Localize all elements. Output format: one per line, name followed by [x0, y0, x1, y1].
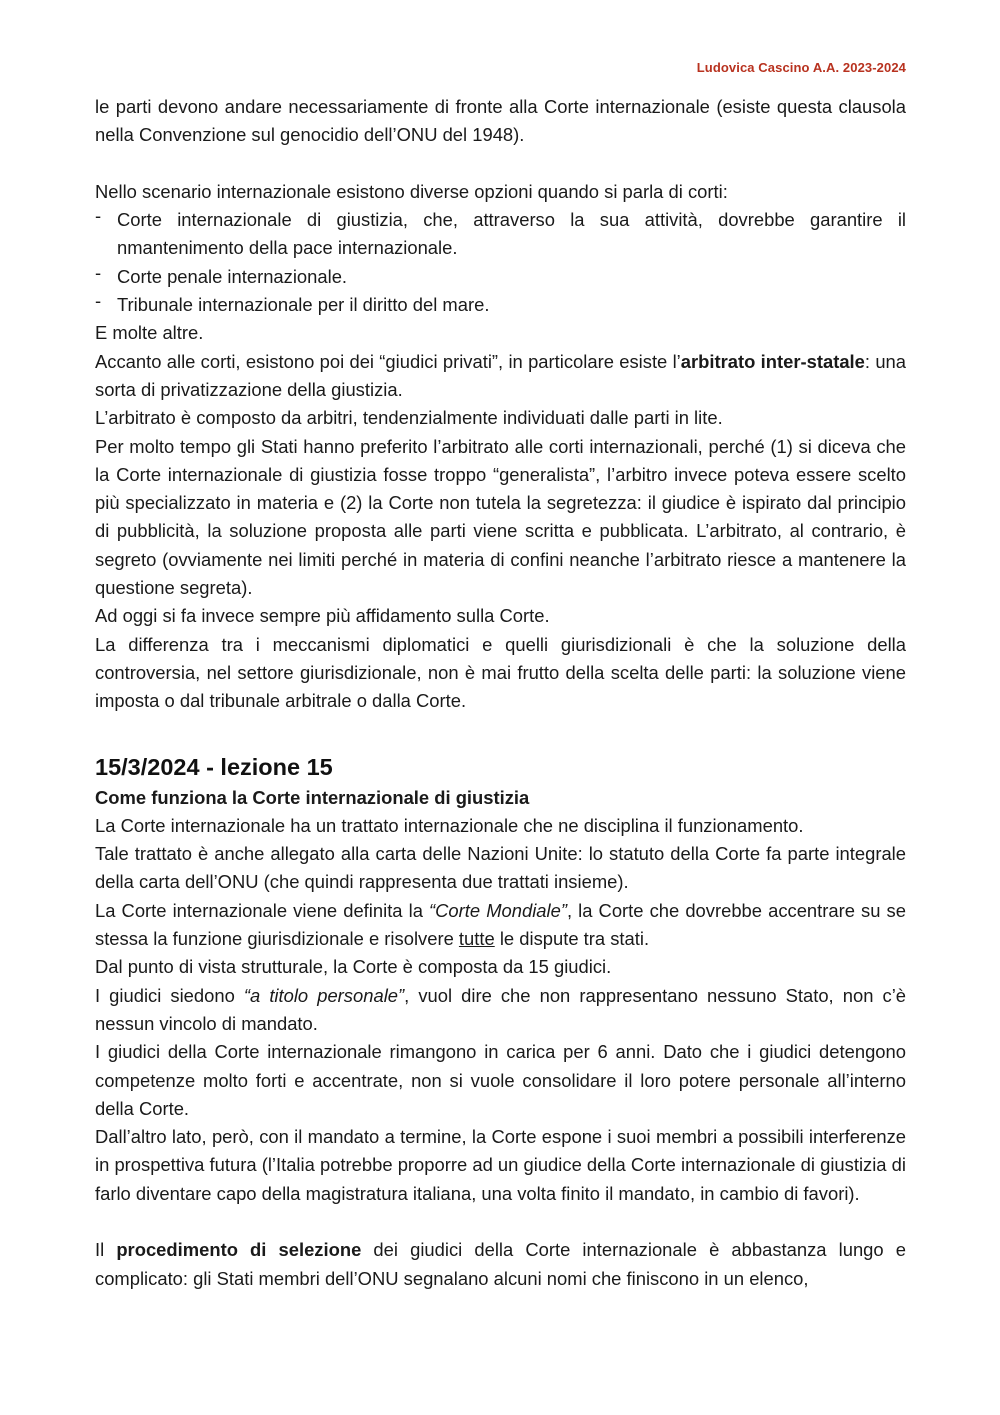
paragraph: Dall’altro lato, però, con il mandato a termine, la Corte espone i suoi membri a possibili interferenze in prospettiva futura (l’Italia potrebbe proporre ad un giudice della Corte internazionale di giustizia di farlo diventare capo della magistratura italiana, una volta finito il mandato, in cambio di favori). [95, 1126, 906, 1204]
text-run: I giudici siedono [95, 984, 244, 1006]
list-item-text: Corte penale internazionale. [117, 265, 348, 287]
paragraph: Ad oggi si fa invece sempre più affidamento sulla Corte. [95, 605, 550, 627]
list-item-text: Tribunale internazionale per il diritto del mare. [117, 294, 490, 316]
bold-term: arbitrato inter-statale [680, 350, 865, 372]
text-run: La Corte internazionale viene definita la [95, 899, 430, 921]
bold-term: procedimento di selezione [116, 1239, 362, 1261]
paragraph: Nello scenario internazionale esistono diverse opzioni quando si parla di corti: [95, 180, 728, 202]
page-header: Ludovica Cascino A.A. 2023-2024 [696, 60, 906, 75]
document-body [95, 93, 906, 1293]
dash-marker: - [95, 261, 102, 283]
text-run: dei giudici della Corte internazionale è abbastanza lungo e complicato: gli Stati membri dell’ONU segnalano alcuni nomi che finiscono in un elenco, [95, 1239, 906, 1289]
paragraph: L’arbitrato è composto da arbitri, tendenzialmente individuati dalle parti in lite. [95, 407, 723, 429]
paragraph: La Corte internazionale ha un trattato internazionale che ne disciplina il funzionamento. [95, 814, 804, 836]
list-item [95, 263, 906, 291]
paragraph: E molte altre. [95, 322, 204, 344]
paragraph [95, 1236, 906, 1293]
paragraph: La differenza tra i meccanismi diplomatici e quelli giurisdizionali è che la soluzione della controversia, nel settore giurisdizionale, non è mai frutto della scelta delle parti: la soluzione viene imposta o dal tribunale arbitrale o dalla Corte. [95, 633, 906, 712]
list-item-text: Corte internazionale di giustizia, che, attraverso la sua attività, dovrebbe garantire il nmantenimento della pace internazionale. [117, 209, 906, 259]
text-run: , vuol dire che non rappresentano nessuno Stato, non c’è nessun vincolo di mandato. [95, 984, 907, 1034]
paragraph: Tale trattato è anche allegato alla carta delle Nazioni Unite: lo statuto della Corte fa parte integrale della carta dell’ONU (che quindi rappresenta due trattati insieme). [95, 843, 906, 893]
section-heading: Come funziona la Corte internazionale di giustizia [95, 786, 530, 808]
paragraph [95, 897, 906, 954]
list-item [95, 291, 906, 319]
dash-marker: - [95, 290, 102, 312]
lesson-heading: 15/3/2024 - lezione 15 [95, 753, 333, 780]
text-run: Accanto alle corti, esistono poi dei “giudici privati”, in particolare esiste l’ [95, 350, 681, 372]
underlined-term: tutte [458, 928, 495, 950]
italic-term: “a titolo personale” [243, 984, 405, 1006]
italic-term: “Corte Mondiale” [429, 899, 567, 921]
paragraph: Dal punto di vista strutturale, la Corte è composta da 15 giudici. [95, 956, 612, 978]
courts-list [95, 206, 906, 319]
paragraph: Per molto tempo gli Stati hanno preferito l’arbitrato alle corti internazionali, perché (1) si diceva che la Corte internazionale di giustizia fosse troppo “generalista”, l’arbitro invece poteva essere scelto più specializzato in materia e (2) la Corte non tutela la segretezza: il giudice è ispirato dal principio di pubblicità, la soluzione proposta alle parti viene scritta e pubblicata. L’arbitrato, al contrario, è segreto (ovviamente nei limiti perché in materia di confini neanche l’arbitrato riesce a mantenere la questione segreta). [95, 435, 906, 599]
dash-marker: - [95, 205, 102, 227]
paragraph [95, 348, 906, 405]
text-run: : una sorta di privatizzazione della giustizia. [95, 350, 906, 400]
text-run: Il [95, 1239, 117, 1261]
paragraph [95, 982, 906, 1039]
text-run: , la Corte che dovrebbe accentrare su se stessa la funzione giurisdizionale e risolvere [95, 899, 906, 950]
list-item [95, 206, 906, 263]
text-run: le dispute tra stati. [494, 928, 650, 950]
paragraph: I giudici della Corte internazionale rimangono in carica per 6 anni. Dato che i giudici detengono competenze molto forti e accentrate, non si vuole consolidare il loro potere personale all’interno della Corte. [95, 1041, 906, 1119]
paragraph: le parti devono andare necessariamente di fronte alla Corte internazionale (esiste questa clausola nella Convenzione sul genocidio dell’ONU del 1948). [95, 96, 906, 146]
